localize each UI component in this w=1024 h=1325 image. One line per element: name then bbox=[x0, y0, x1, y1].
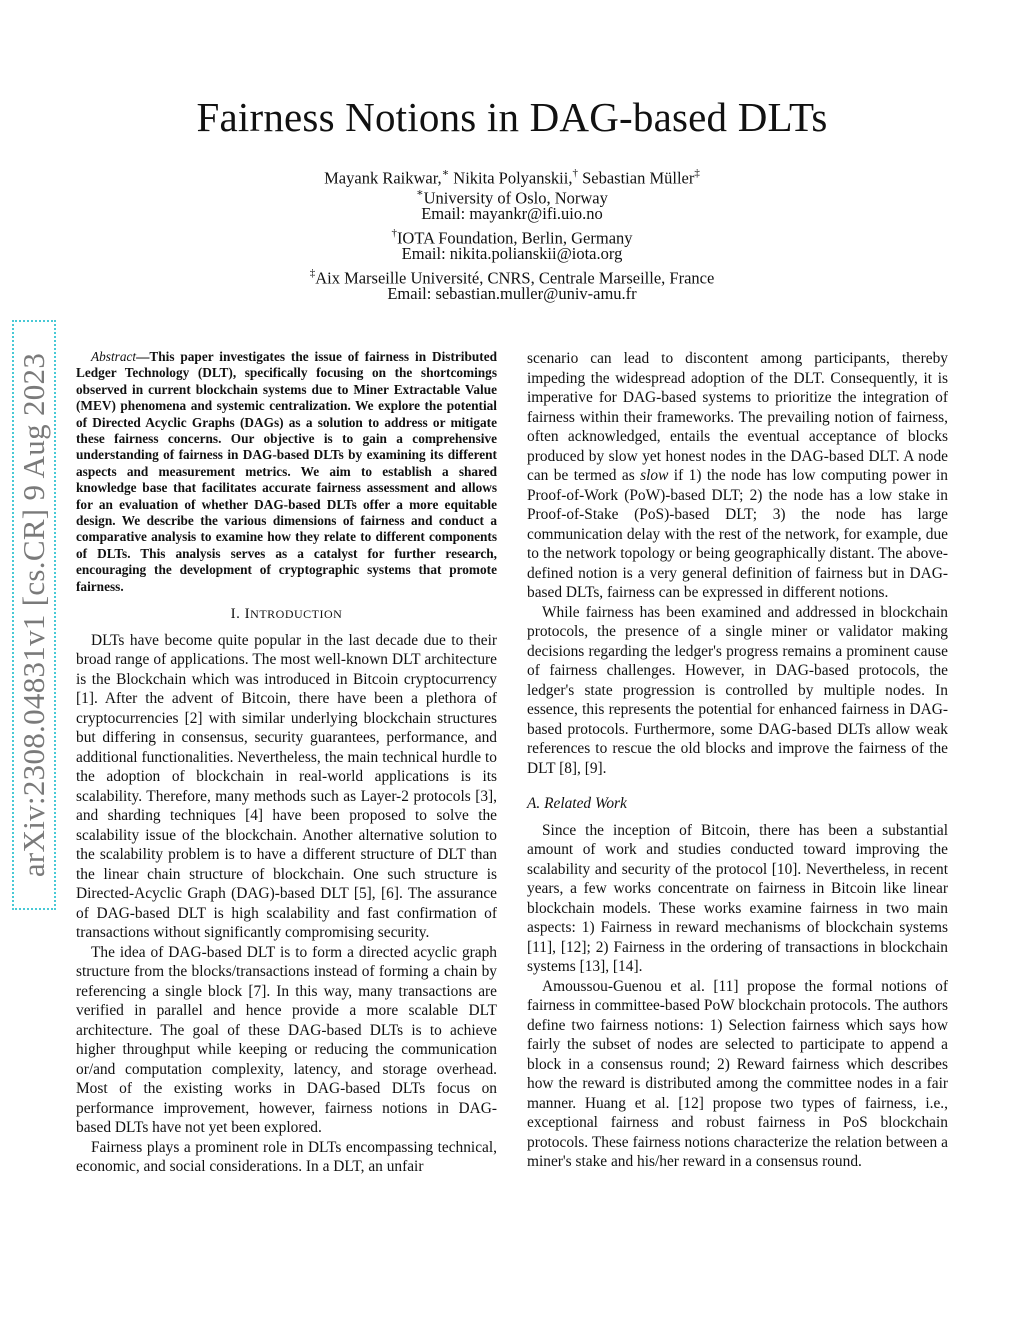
intro-paragraph: Fairness plays a prominent role in DLTs encompassing technical, economic, and social considerations. In a DLT, an unfair bbox=[76, 1138, 497, 1176]
affiliation-mark: ‡ bbox=[309, 267, 316, 279]
intro-paragraph: DLTs have become quite popular in the last decade due to their broad range of applications. The most well-known DLT architecture is the Blockchain which was introduced in Bitcoin cryptocurrency [1]. After the advent of Bitcoin, there have been a plethora of cryptocurrencies [2] with similar underlying blockchain structures but differing in consensus, security guarantees, performance, and additional functionalities. Nevertheless, the main technical hurdle to the adoption of blockchain in real-world applications is its scalability. Therefore, many methods such as Layer-2 protocols [3], and sharding techniques [4] have been proposed to solve the scalability issue of the blockchain. Another alternative solution to the scalability problem is to have a different structure of DLT than the linear chain structure of blockchain. One such structure is Directed-Acyclic Graph (DAG)-based DLT [5], [6]. The assurance of DAG-based DLT is high scalability and fast confirmation of transactions without significantly compromising security. bbox=[76, 631, 497, 942]
email-line: Email: sebastian.muller@univ-amu.fr bbox=[387, 284, 637, 303]
affiliation-line: ‡Aix Marseille Université, CNRS, Centrale Marseille, France bbox=[309, 267, 715, 288]
author-name: Nikita Polyanskii, bbox=[453, 168, 573, 188]
right-column bbox=[527, 349, 948, 1172]
arxiv-identifier-stamp bbox=[12, 320, 56, 910]
affiliation-mark: ∗ bbox=[416, 187, 424, 199]
arxiv-identifier: arXiv:2308.04831v1 [cs.CR] 9 Aug 2023 bbox=[16, 352, 52, 878]
paper-title: Fairness Notions in DAG-based DLTs bbox=[196, 94, 828, 140]
author-block bbox=[0, 164, 1024, 304]
author-mark: ‡ bbox=[694, 167, 700, 179]
abstract bbox=[76, 349, 497, 595]
related-work-paragraph: Amoussou-Guenou et al. [11] propose the formal notions of fairness in committee-based PoW blockchain protocols. The authors define two fairness notions: 1) Selection fairness which says how fairly the subset of nodes are selected to participate to append a block in a consensus round; 2) Reward fairness which describes how the reward is distributed among the committee nodes in a fair manner. Huang et al. [12] propose two types of fairness, i.e., exceptional fairness and robust fairness in PoS blockchain protocols. These fairness notions characterize the relation between a miner's stake and his/her reward in a consensus round. bbox=[527, 977, 948, 1170]
subsection-heading-related-work: A. Related Work bbox=[527, 795, 627, 812]
intro-paragraph: The idea of DAG-based DLT is to form a directed acyclic graph structure from the blocks/transactions instead of forming a chain by referencing a single block [7]. In this way, many transactions are verified in parallel and hence provide a more scalable DLT architecture. The goal of these DAG-based DLTs is to achieve higher throughput while keeping or reducing the communication or/and computation complexity, latency, and storage overhead. Most of the existing works in DAG-based DLTs focus on performance improvement, however, fairness notions in DAG-based DLTs have not yet been explored. bbox=[76, 943, 497, 1137]
left-column bbox=[76, 349, 497, 1177]
author-name: Sebastian Müller bbox=[582, 168, 695, 188]
intro-continuation: scenario can lead to discontent among participants, thereby impeding the widespread adoption of the DLT. Consequently, it is imperative for DAG-based systems to prioritize the integration of fairness within their frameworks. The prevailing notion of fairness, often acknowledged, entails the eventual acceptance of blocks produced by slow yet honest nodes in the DAG-based DLT. A node can be termed as slow if 1) the node has low computing power in Proof-of-Work (PoW)-based DLT; 2) the node has a low stake in Proof-of-Stake (PoS)-based DLT; 3) the node has large communication delay with the rest of the network, for example, due to the network topology or being geographically distant. The above-defined notion is a very general definition of fairness but in DAG-based DLTs, fairness can be expressed in different notions. bbox=[527, 350, 949, 601]
abstract-text: This paper investigates the issue of fairness in Distributed Ledger Technology (DLT), specifically focusing on the shortcomings observed in current blockchain systems due to Miner Extractable Value (MEV) phenomena and systemic centralization. We explore the potential of Directed Acyclic Graphs (DAGs) as a solution to address or mitigate these fairness concerns. Our objective is to gain a comprehensive understanding of fairness in DAG-based DLTs by examining its different aspects and measurement metrics. We aim to establish a shared knowledge base that facilitates accurate fairness assessment and allows for an evaluation of whether DAG-based DLTs offer a more equitable design. We describe the various dimensions of fairness and conduct a comparative analysis to examine how they relate to different components of DLTs. This analysis serves as a catalyst for further research, encouraging the development of cryptographic systems that promote fairness. bbox=[76, 349, 497, 594]
related-work-paragraph: Since the inception of Bitcoin, there has been a substantial amount of work and studies conducted toward improving the scalability and security of the protocol [10]. Nevertheless, in recent years, a few works concentrate on fairness in Bitcoin like linear blockchain models. These works examine fairness in two main aspects: 1) Fairness in reward mechanisms of blockchain systems [11], [12]; 2) Fairness in the ordering of transactions in blockchain systems [13], [14]. bbox=[527, 821, 948, 975]
emphasis-slow: slow bbox=[640, 467, 669, 484]
author-name: Mayank Raikwar, bbox=[324, 168, 442, 188]
email-line: Email: nikita.polianskii@iota.org bbox=[401, 244, 623, 263]
author-mark: † bbox=[572, 167, 578, 179]
affiliation-mark: † bbox=[391, 227, 397, 239]
affiliation-line: ∗University of Oslo, Norway bbox=[416, 187, 608, 208]
affiliation-line: †IOTA Foundation, Berlin, Germany bbox=[391, 227, 633, 248]
email-line: Email: mayankr@ifi.uio.no bbox=[421, 204, 603, 223]
author-mark: ∗ bbox=[441, 167, 450, 179]
intro-paragraph: While fairness has been examined and addressed in blockchain protocols, the presence of a single miner or validator making decisions regarding the ledger's progress remains a prominent cause of fairness challenges. However, in DAG-based protocols, the ledger's state progression is controlled by multiple nodes. In essence, this represents the potential for enhanced fairness in DAG-based protocols. Furthermore, some DAG-based DLTs allow weak references to rescue the old blocks and improve the fairness of the DLT [8], [9]. bbox=[527, 603, 948, 777]
abstract-dash: — bbox=[136, 349, 150, 364]
author-names bbox=[0, 164, 1024, 188]
abstract-label: Abstract bbox=[91, 349, 137, 364]
section-heading-introduction: I. INTRODUCTION bbox=[230, 606, 343, 623]
